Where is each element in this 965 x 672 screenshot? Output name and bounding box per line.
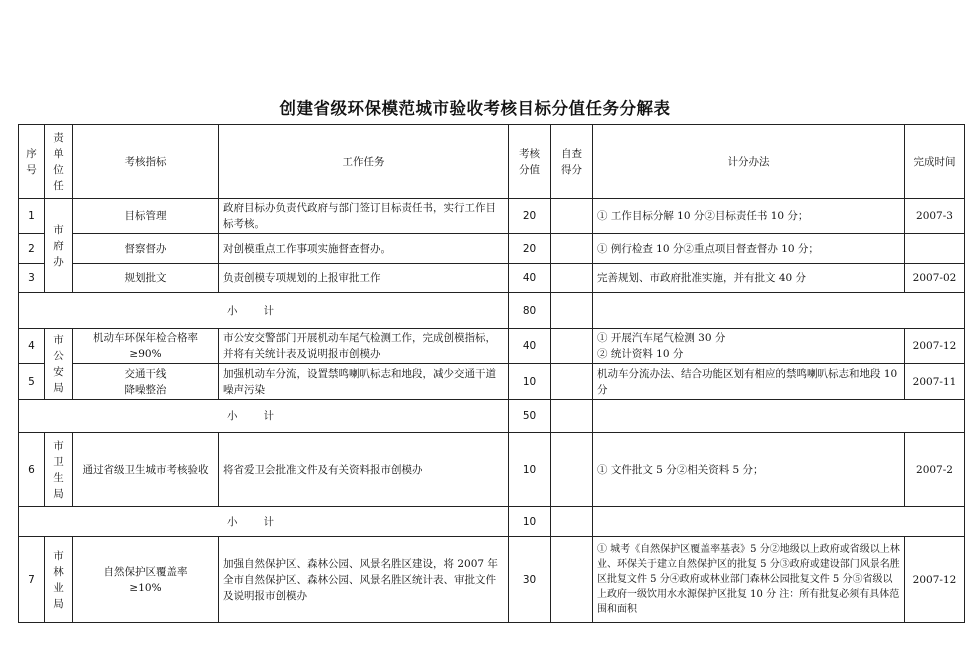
cell-dept: 市 卫 生 局 xyxy=(45,433,73,507)
cell-score: 30 xyxy=(509,537,551,623)
page-title: 创建省级环保模范城市验收考核目标分值任务分解表 xyxy=(279,99,671,118)
subtotal-row xyxy=(19,507,965,537)
cell-indicator: 督察督办 xyxy=(73,234,219,264)
cell-score: 10 xyxy=(509,433,551,507)
cell-self-score xyxy=(551,537,593,623)
cell-method: ① 例行检查 10 分②重点项目督查督办 10 分； xyxy=(593,234,905,264)
cell-seq: 1 xyxy=(19,199,45,234)
header-row xyxy=(19,125,965,199)
cell-self-score xyxy=(551,400,593,433)
cell-task: 加强自然保护区、森林公园、风景名胜区建设，将 2007 年全市自然保护区、森林公园、风景名胜区统计表、审批文件及说明报市创模办 xyxy=(219,537,509,623)
header-dept: 责 单 位 任 xyxy=(45,125,73,199)
cell-self-score xyxy=(551,507,593,537)
table-row xyxy=(19,433,965,507)
cell-score: 10 xyxy=(509,364,551,400)
cell-indicator: 目标管理 xyxy=(73,199,219,234)
cell-dept: 市 府 办 xyxy=(45,199,73,293)
cell-self-score xyxy=(551,199,593,234)
cell-self-score xyxy=(551,433,593,507)
header-deadline: 完成时间 xyxy=(905,125,965,199)
cell-indicator: 通过省级卫生城市考核验收 xyxy=(73,433,219,507)
cell-self-score xyxy=(551,234,593,264)
cell-task: 政府目标办负责代政府与部门签订目标责任书，实行工作目标考核。 xyxy=(219,199,509,234)
cell-method: ① 城考《自然保护区覆盖率基表》5 分②地级以上政府或省级以上林业、环保关于建立自然保护区的批复 5 分③政府或建设部门风景名胜区批复文件 5 分④政府或林业部门森林公园批复文件 5 分⑤省级以上政府一级饮用水水源保护区批复 10 分 注：所有批复必须有具体范围和面积 xyxy=(593,537,905,623)
cell-method: 完善规划、市政府批准实施，并有批文 40 分 xyxy=(593,264,905,293)
cell-empty xyxy=(593,507,965,537)
cell-score: 20 xyxy=(509,199,551,234)
subtotal-label: 小计 xyxy=(19,507,509,537)
cell-task: 加强机动车分流，设置禁鸣喇叭标志和地段，减少交通干道噪声污染 xyxy=(219,364,509,400)
cell-score: 20 xyxy=(509,234,551,264)
cell-score: 40 xyxy=(509,264,551,293)
subtotal-label: 小计 xyxy=(19,400,509,433)
table-row xyxy=(19,329,965,364)
cell-seq: 2 xyxy=(19,234,45,264)
subtotal-row xyxy=(19,400,965,433)
header-seq-text: 序号 xyxy=(26,147,37,176)
cell-self-score xyxy=(551,293,593,329)
cell-task: 对创模重点工作事项实施督查督办。 xyxy=(219,234,509,264)
cell-deadline: 2007-11 xyxy=(905,364,965,400)
cell-deadline: 2007-12 xyxy=(905,329,965,364)
cell-deadline xyxy=(905,234,965,264)
cell-self-score xyxy=(551,329,593,364)
cell-method: ① 工作目标分解 10 分②目标责任书 10 分； xyxy=(593,199,905,234)
cell-indicator: 自然保护区覆盖率 ≥10% xyxy=(73,537,219,623)
cell-dept: 市 林 业 局 xyxy=(45,537,73,623)
cell-deadline: 2007-12 xyxy=(905,537,965,623)
table-row xyxy=(19,537,965,623)
cell-method: 机动车分流办法、结合功能区划有相应的禁鸣喇叭标志和地段 10 分 xyxy=(593,364,905,400)
cell-method: ① 开展汽车尾气检测 30 分 ② 统计资料 10 分 xyxy=(593,329,905,364)
cell-method: ① 文件批文 5 分②相关资料 5 分； xyxy=(593,433,905,507)
cell-seq: 4 xyxy=(19,329,45,364)
cell-self-score xyxy=(551,264,593,293)
cell-deadline: 2007-02 xyxy=(905,264,965,293)
cell-indicator: 机动车环保年检合格率≥90% xyxy=(73,329,219,364)
header-self-score: 自查得分 xyxy=(551,125,593,199)
table-row xyxy=(19,264,965,293)
subtotal-value: 10 xyxy=(509,507,551,537)
cell-seq: 6 xyxy=(19,433,45,507)
cell-seq: 5 xyxy=(19,364,45,400)
subtotal-value: 50 xyxy=(509,400,551,433)
subtotal-row xyxy=(19,293,965,329)
table-row xyxy=(19,234,965,264)
subtotal-value: 80 xyxy=(509,293,551,329)
cell-deadline: 2007-3 xyxy=(905,199,965,234)
cell-dept: 市 公 安 局 xyxy=(45,329,73,400)
cell-self-score xyxy=(551,364,593,400)
cell-deadline: 2007-2 xyxy=(905,433,965,507)
header-method: 计分办法 xyxy=(593,125,905,199)
cell-indicator: 规划批文 xyxy=(73,264,219,293)
header-task: 工作任务 xyxy=(219,125,509,199)
cell-indicator: 交通干线 降噪整治 xyxy=(73,364,219,400)
cell-seq: 7 xyxy=(19,537,45,623)
cell-task: 将省爱卫会批准文件及有关资料报市创模办 xyxy=(219,433,509,507)
cell-seq: 3 xyxy=(19,264,45,293)
cell-task: 市公安交警部门开展机动车尾气检测工作，完成创模指标，并将有关统计表及说明报市创模办 xyxy=(219,329,509,364)
header-indicator: 考核指标 xyxy=(73,125,219,199)
cell-score: 40 xyxy=(509,329,551,364)
table-row xyxy=(19,199,965,234)
cell-empty xyxy=(593,293,965,329)
header-seq xyxy=(19,125,45,199)
subtotal-label: 小计 xyxy=(19,293,509,329)
header-score: 考核分值 xyxy=(509,125,551,199)
task-table xyxy=(18,124,965,623)
cell-empty xyxy=(593,400,965,433)
table-row xyxy=(19,364,965,400)
cell-task: 负责创模专项规划的上报审批工作 xyxy=(219,264,509,293)
